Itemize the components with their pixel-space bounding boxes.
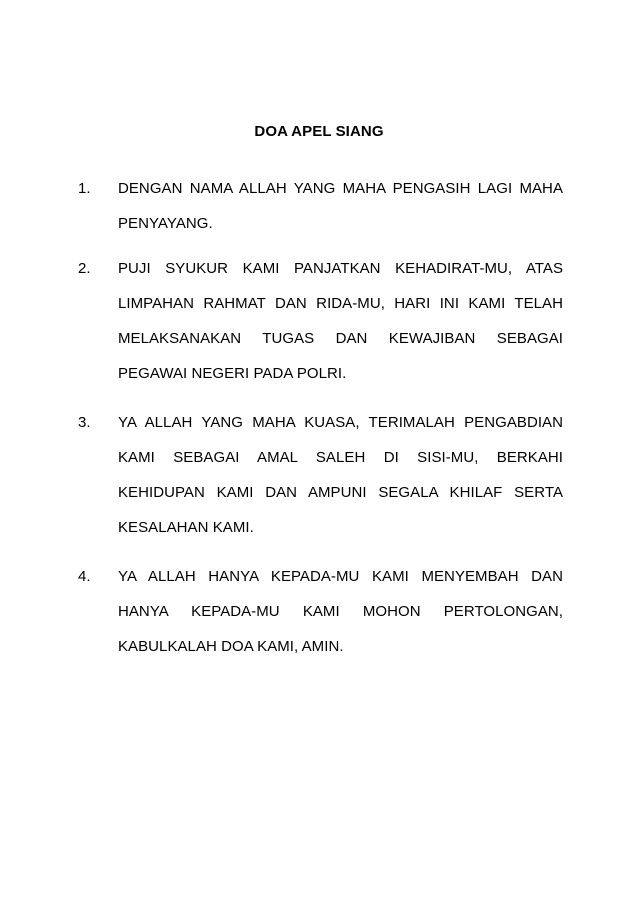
item-text: PUJI SYUKUR KAMI PANJATKAN KEHADIRAT-MU, ATAS LIMPAHAN RAHMAT DAN RIDA-MU, HARI INI KAMI TELAH MELAKSANAKAN TUGAS DAN KEWAJIBAN SEBAGAI PEGAWAI NEGERI PADA POLRI. (118, 260, 563, 382)
item-text: DENGAN NAMA ALLAH YANG MAHA PENGASIH LAGI MAHA PENYAYANG. (118, 180, 563, 232)
item-number: 3. (78, 414, 91, 431)
item-number: 4. (78, 568, 91, 585)
item-number: 1. (78, 180, 91, 197)
item-text: YA ALLAH HANYA KEPADA-MU KAMI MENYEMBAH DAN HANYA KEPADA-MU KAMI MOHON PERTOLONGAN, KABULKALAH DOA KAMI, AMIN. (118, 568, 563, 655)
item-text: YA ALLAH YANG MAHA KUASA, TERIMALAH PENGABDIAN KAMI SEBAGAI AMAL SALEH DI SISI-MU, BERKAHI KEHIDUPAN KAMI DAN AMPUNI SEGALA KHILAF SERTA KESALAHAN KAMI. (118, 414, 563, 536)
item-number: 2. (78, 260, 91, 277)
document-title: DOA APEL SIANG (254, 123, 384, 140)
